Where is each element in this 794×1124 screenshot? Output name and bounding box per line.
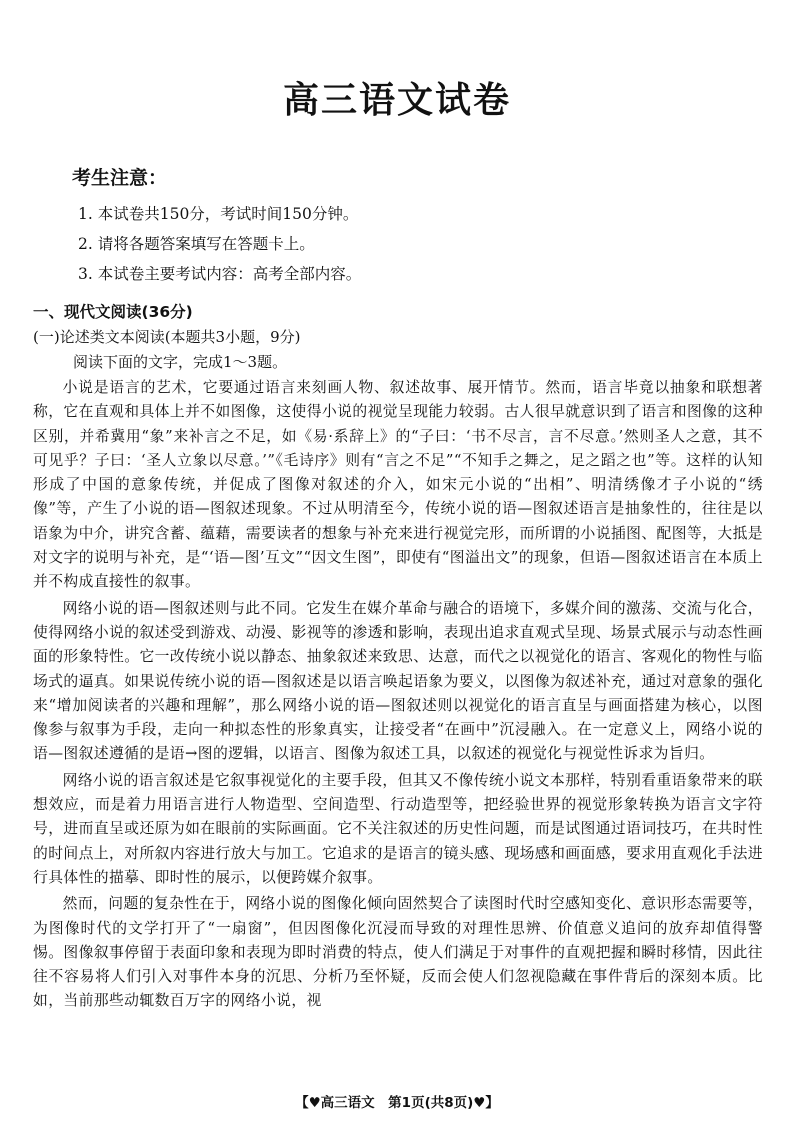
passage-paragraph: 网络小说的语言叙述是它叙事视觉化的主要手段，但其又不像传统小说文本那样，特别看重语象带来的联想效应，而是着力用语言进行人物造型、空间造型、行动造型等，把经验世界的视觉形象转换为语言文字符号，进而直呈或还原为如在眼前的实际画面。它不关注叙述的历史性问题，而是试图通过语词技巧，在共时性的时间点上，对所叙内容进行放大与加工。它追求的是语言的镜头感、现场感和画面感，要求用直观化手法进行具体性的描摹、即时性的展示，以便跨媒介叙事。 (33, 771, 763, 886)
page-title: 高三语文试卷 (282, 80, 511, 121)
passage-paragraph: 小说是语言的艺术，它要通过语言来刻画人物、叙述故事、展开情节。然而，语言毕竟以抽象和联想著称，它在直观和具体上并不如图像，这使得小说的视觉呈现能力较弱。古人很早就意识到了语言和图像的这种区别，并希冀用“象”来补言之不足，如《易·系辞上》的“子曰：‘书不尽言，言不尽意。’然则圣人之意，其不可见乎？子曰：‘圣人立象以尽意。’”《毛诗序》则有“言之不足”“不知手之舞之，足之蹈之也”等。这样的认知形成了中国的意象传统，并促成了图像对叙述的介入，如宋元小说的“出相”、明清绣像才子小说的“绣像”等，产生了小说的语—图叙述现象。不过从明清至今，传统小说的语—图叙述语言是抽象性的，往往是以语象为中介，讲究含蓄、蕴藉，需要读者的想象与补充来进行视觉完形，而所谓的小说插图、配图等，大抵是对文字的说明与补充，是“‘语—图’互文”“因文生图”，即使有“图溢出文”的现象，但语—图叙述语言在本质上并不构成直接性的叙事。 (33, 379, 763, 591)
reading-section (33, 300, 763, 1014)
notice-heading: 考生注意： (72, 167, 168, 189)
reading-instruction: 阅读下面的文字，完成1～3题。 (73, 353, 288, 371)
section-heading: 一、现代文阅读(36分) (33, 303, 193, 321)
passage-paragraph: 然而，问题的复杂性在于，网络小说的图像化倾向固然契合了读图时代时空感知变化、意识形态需要等，为图像时代的文学打开了“一扇窗”，但因图像化沉浸而导致的对理性思辨、价值意义追问的放弃却值得警惕。图像叙事停留于表面印象和表现为即时消费的特点，使人们满足于对事件的直观把握和瞬时移情，因此往往不容易将人们引入对事件本身的沉思、分析乃至怀疑，反而会使人们忽视隐藏在事件背后的深刻本质。比如，当前那些动辄数百万字的网络小说，视 (33, 895, 763, 1010)
notice-item: 1. 本试卷共150分，考试时间150分钟。 (78, 205, 359, 223)
notice-item: 2. 请将各题答案填写在答题卡上。 (78, 235, 315, 254)
notice-item: 3. 本试卷主要考试内容：高考全部内容。 (78, 265, 362, 284)
subsection-heading: (一)论述类文本阅读(本题共3小题，9分) (33, 328, 301, 346)
page-footer: 【♥高三语文 第1页(共8页)♥】 (295, 1095, 499, 1111)
passage-paragraph: 网络小说的语—图叙述则与此不同。它发生在媒介革命与融合的语境下，多媒介间的激荡、交流与化合，使得网络小说的叙述受到游戏、动漫、影视等的渗透和影响，表现出追求直观式呈现、场景式展示与动态性画面的形象特性。它一改传统小说以静态、抽象叙述来致思、达意，而代之以视觉化的语言、客观化的物性与临场式的逼真。如果说传统小说的语—图叙述是以语言唤起语象为要义，以图像为叙述补充，通过对意象的强化来“增加阅读者的兴趣和理解”，那么网络小说的语—图叙述则以视觉化的语言直呈与画面搭建为核心，以图像参与叙事为手段，走向一种拟态性的形象真实，让接受者“在画中”沉浸融入。在一定意义上，网络小说的语—图叙述遵循的是语→图的逻辑，以语言、图像为叙述工具，以叙述的视觉化与视觉性诉求为旨归。 (33, 599, 763, 763)
candidate-notice (72, 163, 752, 294)
